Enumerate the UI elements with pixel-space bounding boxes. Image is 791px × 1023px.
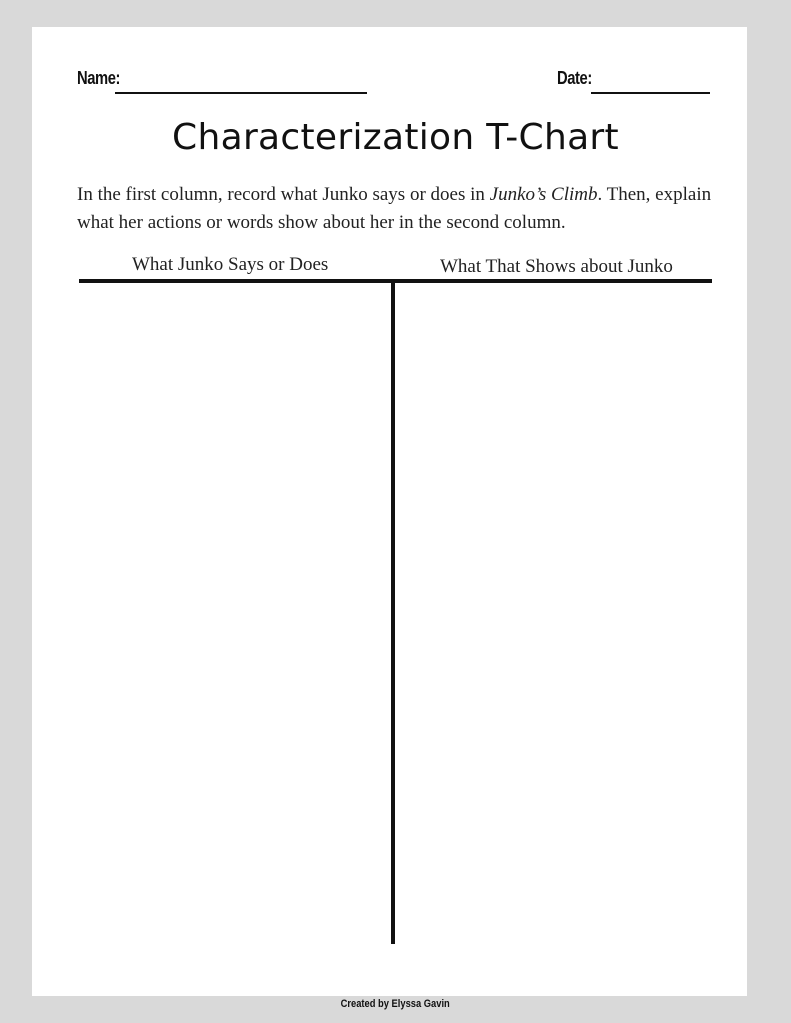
date-label: Date:	[557, 68, 592, 88]
footer-credit-text: Created by Elyssa Gavin	[340, 998, 451, 1010]
page-title: Characterization T-Chart	[172, 117, 619, 158]
book-title: Junko’s Climb	[489, 184, 598, 205]
name-field-line[interactable]	[115, 92, 367, 94]
right-column-header: What That Shows about Junko	[440, 256, 673, 277]
instructions-part2: . Then, explain what her actions or words show about her in the second column.	[77, 184, 712, 233]
t-chart-horizontal-line	[79, 279, 712, 283]
instructions-text	[77, 181, 717, 237]
footer-credit	[0, 997, 791, 1011]
date-field-line[interactable]	[591, 92, 710, 94]
right-column-writing-area[interactable]	[396, 284, 712, 942]
left-column-header: What Junko Says or Does	[132, 254, 329, 275]
t-chart-vertical-line	[391, 281, 395, 944]
name-label: Name:	[77, 68, 121, 88]
instructions-part1: In the first column, record what Junko says or does in	[77, 184, 490, 205]
left-column-writing-area[interactable]	[79, 284, 390, 942]
